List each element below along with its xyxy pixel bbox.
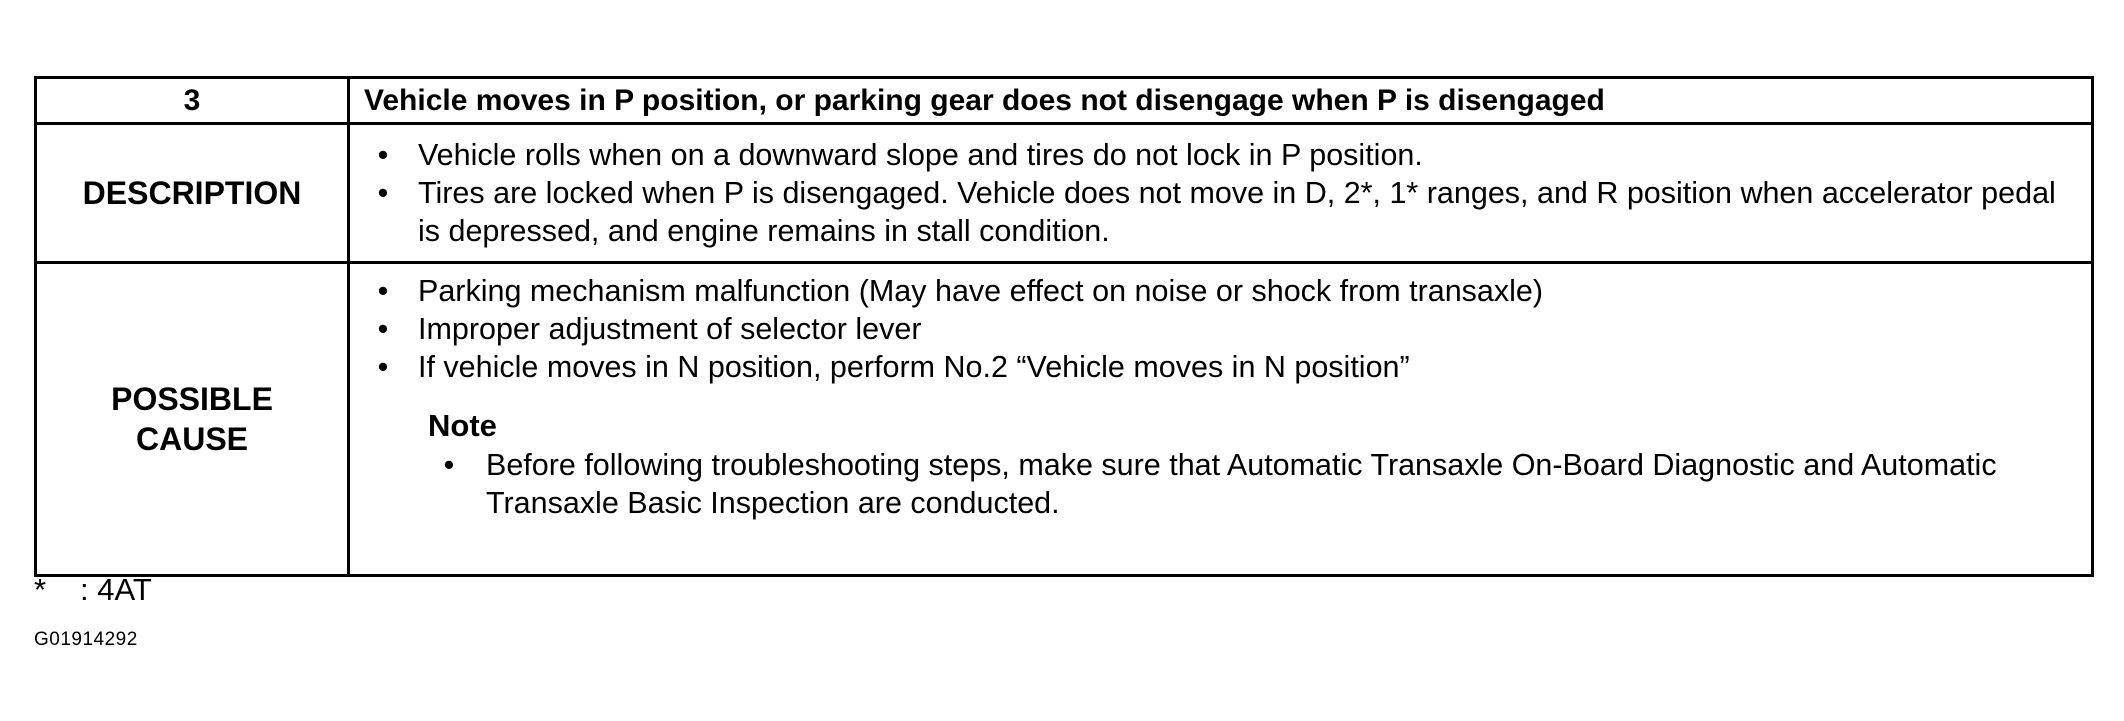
- list-item-text: Before following troubleshooting steps, make sure that Automatic Transaxle On-Board Diagnostic and Automatic Transaxle Basic Inspection are conducted.: [486, 448, 1997, 520]
- description-label: DESCRIPTION: [36, 124, 349, 263]
- footnote-symbol: *: [34, 572, 47, 607]
- list-item: [364, 310, 2077, 348]
- possible-cause-row: [36, 263, 2093, 576]
- bullet-icon: •: [377, 138, 389, 172]
- description-body: [349, 124, 2093, 263]
- bullet-icon: •: [377, 350, 389, 384]
- footnote-text: : 4AT: [80, 572, 152, 607]
- step-number: 3: [36, 78, 349, 124]
- list-item: [364, 348, 2077, 386]
- list-item-text: Parking mechanism malfunction (May have effect on noise or shock from transaxle): [418, 274, 1544, 308]
- table-header-row: [36, 78, 2093, 124]
- list-item: [364, 174, 2077, 250]
- list-item: [428, 446, 2077, 522]
- bullet-icon: •: [377, 274, 389, 308]
- bullet-icon: •: [377, 176, 389, 210]
- step-title: Vehicle moves in P position, or parking gear does not disengage when P is disengaged: [349, 78, 2093, 124]
- list-item: [364, 272, 2077, 310]
- note-list: [428, 446, 2077, 522]
- list-item-text: If vehicle moves in N position, perform No.2 “Vehicle moves in N position”: [418, 350, 1410, 384]
- figure-id: G01914292: [34, 629, 138, 650]
- description-row: [36, 124, 2093, 263]
- footnote: [34, 574, 152, 605]
- possible-cause-label-line1: POSSIBLE: [111, 381, 273, 417]
- list-item: [364, 136, 2077, 174]
- note-heading: Note: [428, 408, 497, 443]
- bullet-icon: •: [377, 312, 389, 346]
- list-item-text: Tires are locked when P is disengaged. Vehicle does not move in D, 2*, 1* ranges, and R position when accelerator pedal is depressed, and engine remains in stall condition.: [418, 176, 2056, 248]
- possible-cause-label: [36, 263, 349, 576]
- troubleshooting-table: [34, 76, 2094, 577]
- possible-cause-label-line2: CAUSE: [135, 421, 248, 457]
- possible-cause-list: [364, 272, 2077, 386]
- list-item-text: Vehicle rolls when on a downward slope and tires do not lock in P position.: [418, 138, 1423, 172]
- description-list: [364, 136, 2077, 250]
- bullet-icon: •: [443, 448, 455, 482]
- note-block: [364, 406, 2077, 522]
- possible-cause-body: [349, 263, 2093, 576]
- list-item-text: Improper adjustment of selector lever: [418, 312, 922, 346]
